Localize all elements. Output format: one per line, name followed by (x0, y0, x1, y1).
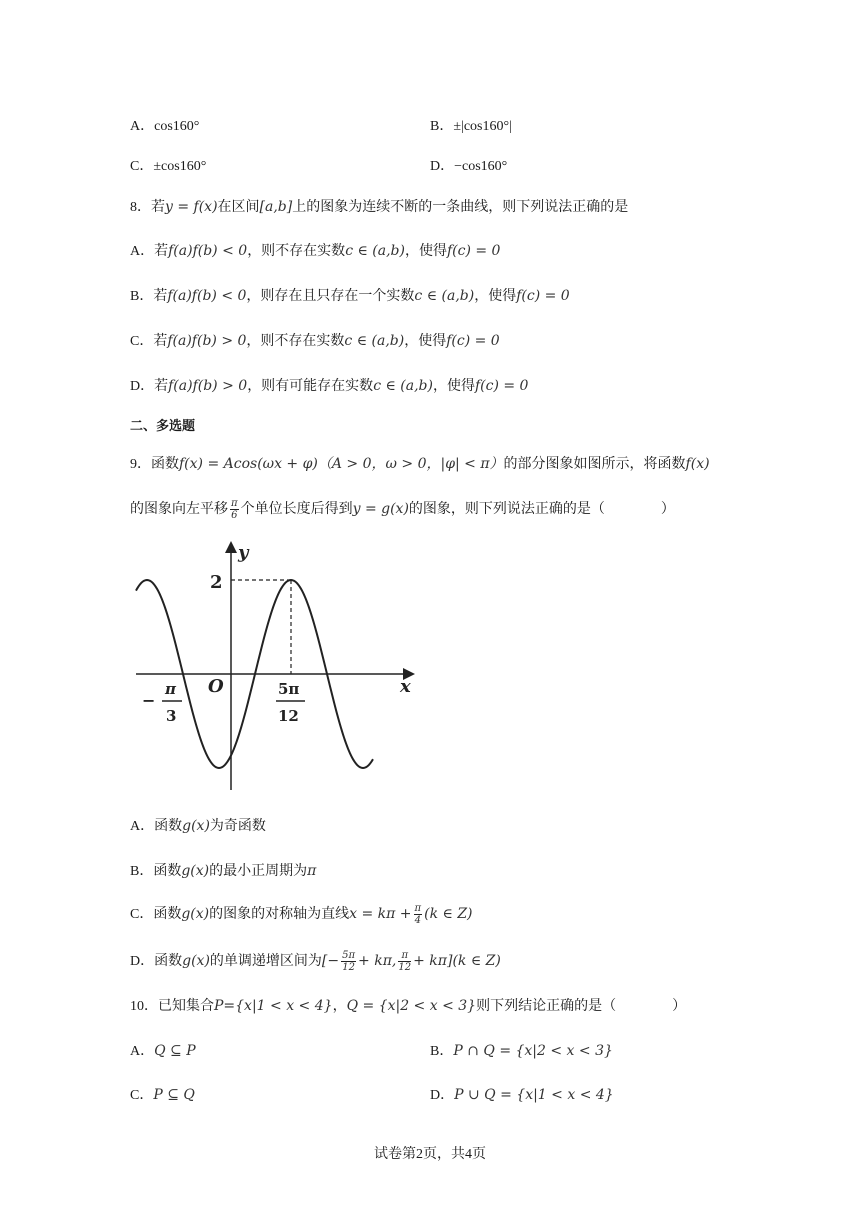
option-text: 的图象的对称轴为直线 (209, 907, 350, 922)
option-text: ±cos160° (153, 159, 207, 174)
fraction (341, 950, 356, 973)
fraction (230, 498, 239, 521)
y-axis-label: y (238, 542, 249, 563)
stem-text: 在区间 (217, 200, 260, 215)
option-letter: D． (430, 159, 455, 174)
neg-label-numerator: π (165, 680, 176, 698)
q7-option-c (130, 156, 206, 178)
option-text: ，使得 (474, 289, 517, 304)
section-heading: 二、多选题 (130, 418, 196, 433)
stem-math: （A > 0，ω > 0，|φ| < π） (317, 456, 504, 472)
option-text: 若 (153, 289, 168, 304)
stem-text: ， (332, 999, 347, 1014)
option-math: P ∪ Q = {x|1 < x < 4} (454, 1087, 614, 1103)
option-letter: C． (130, 159, 154, 174)
q9-option-d (130, 950, 501, 973)
fraction-numerator: 5π (342, 950, 356, 962)
stem-math: [a,b] (259, 199, 293, 215)
option-math: c ∈ (a,b) (373, 378, 433, 394)
option-letter: D． (430, 1088, 455, 1103)
stem-math: y = g(x) (352, 501, 409, 517)
option-math: + kπ] (413, 953, 453, 969)
option-math: g(x) (182, 818, 210, 834)
q10-option-a (130, 1040, 196, 1063)
pos-label-numerator: 5π (278, 680, 300, 698)
stem-math: f(x) = Acos(ωx + φ) (179, 456, 318, 472)
option-math: f(a)f(b) < 0 (167, 288, 247, 304)
option-letter: A． (130, 119, 155, 134)
option-text: ，使得 (404, 244, 447, 259)
option-text: 若 (153, 334, 168, 349)
stem-math: Q = {x|2 < x < 3} (346, 998, 477, 1014)
option-letter: B． (130, 289, 154, 304)
option-text: ，使得 (432, 379, 475, 394)
fraction-denominator: 12 (342, 962, 355, 974)
page-footer: 试卷第2页，共4页 (374, 1147, 486, 1162)
option-math: f(c) = 0 (446, 243, 501, 259)
option-letter: A． (130, 244, 155, 259)
option-text: 的最小正周期为 (209, 864, 308, 879)
q9-stem-line2 (130, 498, 675, 521)
option-text: −cos160° (454, 159, 508, 174)
option-math: g(x) (182, 953, 210, 969)
q9-option-b (130, 860, 316, 883)
stem-math: f(x) (685, 456, 710, 472)
option-letter: B． (430, 119, 454, 134)
fraction-numerator: π (231, 498, 238, 510)
option-math: c ∈ (a,b) (345, 243, 405, 259)
option-letter: D． (130, 379, 155, 394)
option-text: ，则不存在实数 (247, 244, 346, 259)
option-math: + kπ, (358, 953, 397, 969)
option-letter: B． (430, 1044, 454, 1059)
option-math: f(a)f(b) > 0 (168, 378, 248, 394)
q7-option-d (430, 156, 507, 178)
option-text: cos160° (154, 119, 200, 134)
fraction-denominator: 6 (231, 510, 238, 522)
option-math: [− (321, 953, 340, 969)
q8-option-a (130, 240, 500, 263)
option-math: f(c) = 0 (474, 378, 529, 394)
pos-label-denominator: 12 (278, 707, 299, 725)
q10-option-b (430, 1040, 613, 1063)
option-math: f(a)f(b) > 0 (167, 333, 247, 349)
option-math: c ∈ (a,b) (344, 333, 405, 349)
option-math: π (307, 863, 317, 879)
question-number: 10． (130, 999, 158, 1014)
fraction (414, 903, 423, 926)
option-math: (k ∈ Z) (452, 953, 501, 969)
option-text: ±|cos160°| (453, 119, 512, 134)
option-text: 若 (154, 379, 169, 394)
option-text: 函数 (153, 864, 182, 879)
option-math: g(x) (181, 863, 210, 879)
fraction-denominator: 4 (414, 915, 421, 927)
stem-text: 的部分图象如图所示，将函数 (503, 457, 686, 472)
option-math: g(x) (181, 906, 210, 922)
option-math: c ∈ (a,b) (414, 288, 475, 304)
option-letter: D． (130, 954, 155, 969)
stem-text: 函数 (151, 457, 179, 472)
fraction-numerator: π (398, 950, 411, 962)
option-math: Q ⊆ P (154, 1043, 196, 1059)
origin-label: O (208, 676, 224, 697)
stem-text: 的图象，则下列说法正确的是（ ） (408, 502, 675, 517)
question-number: 9． (130, 457, 151, 472)
option-math: P ⊆ Q (153, 1087, 195, 1103)
option-math: f(c) = 0 (446, 333, 500, 349)
option-text: ，则有可能存在实数 (247, 379, 374, 394)
q8-option-d (130, 375, 528, 398)
option-text: 函数 (154, 954, 183, 969)
option-text: 函数 (154, 819, 183, 834)
option-math: P ∩ Q = {x|2 < x < 3} (453, 1043, 613, 1059)
question-number: 8． (130, 200, 151, 215)
x-axis-label: x (400, 676, 411, 697)
option-text: 函数 (153, 907, 182, 922)
stem-text: 则下列结论正确的是（ ） (476, 999, 687, 1014)
q10-option-c (130, 1084, 195, 1107)
q10-stem (130, 995, 686, 1018)
q10-option-d (430, 1084, 614, 1107)
option-text: ，则不存在实数 (246, 334, 345, 349)
q8-option-c (130, 330, 500, 353)
q9-option-a (130, 815, 266, 838)
option-letter: A． (130, 1044, 155, 1059)
stem-math: P={x|1 < x < 4} (214, 998, 333, 1014)
option-math: (k ∈ Z) (424, 906, 473, 922)
neg-label-sign: − (142, 691, 156, 710)
option-math: f(c) = 0 (516, 288, 570, 304)
cosine-graph (128, 538, 418, 798)
q8-option-b (130, 285, 570, 308)
stem-text: 已知集合 (158, 999, 214, 1014)
q9-option-c (130, 903, 473, 926)
option-text: ，则存在且只存在一个实数 (246, 289, 415, 304)
stem-math: y = f(x) (165, 199, 218, 215)
option-letter: C． (130, 334, 154, 349)
option-text: 为奇函数 (209, 819, 266, 834)
stem-text: 上的图象为连续不断的一条曲线，则下列说法正确的是 (292, 200, 629, 215)
option-letter: B． (130, 864, 154, 879)
stem-text: 若 (151, 200, 165, 215)
q8-stem (130, 196, 628, 219)
fraction (398, 950, 411, 973)
option-text: 若 (154, 244, 169, 259)
max-value-label: 2 (210, 572, 223, 593)
option-math: f(a)f(b) < 0 (168, 243, 248, 259)
q7-option-b (430, 116, 512, 138)
q9-stem-line1 (130, 453, 710, 476)
option-letter: C． (130, 907, 154, 922)
option-math: x = kπ + (349, 906, 412, 922)
stem-text: 个单位长度后得到 (240, 502, 353, 517)
option-text: ，使得 (404, 334, 447, 349)
option-letter: A． (130, 819, 155, 834)
fraction-numerator: π (414, 903, 422, 915)
stem-text: 的图象向左平移 (130, 502, 228, 517)
option-letter: C． (130, 1088, 154, 1103)
neg-label-denominator: 3 (166, 707, 177, 725)
option-text: 的单调递增区间为 (209, 954, 322, 969)
fraction-denominator: 12 (398, 962, 412, 974)
q7-option-a (130, 116, 199, 138)
